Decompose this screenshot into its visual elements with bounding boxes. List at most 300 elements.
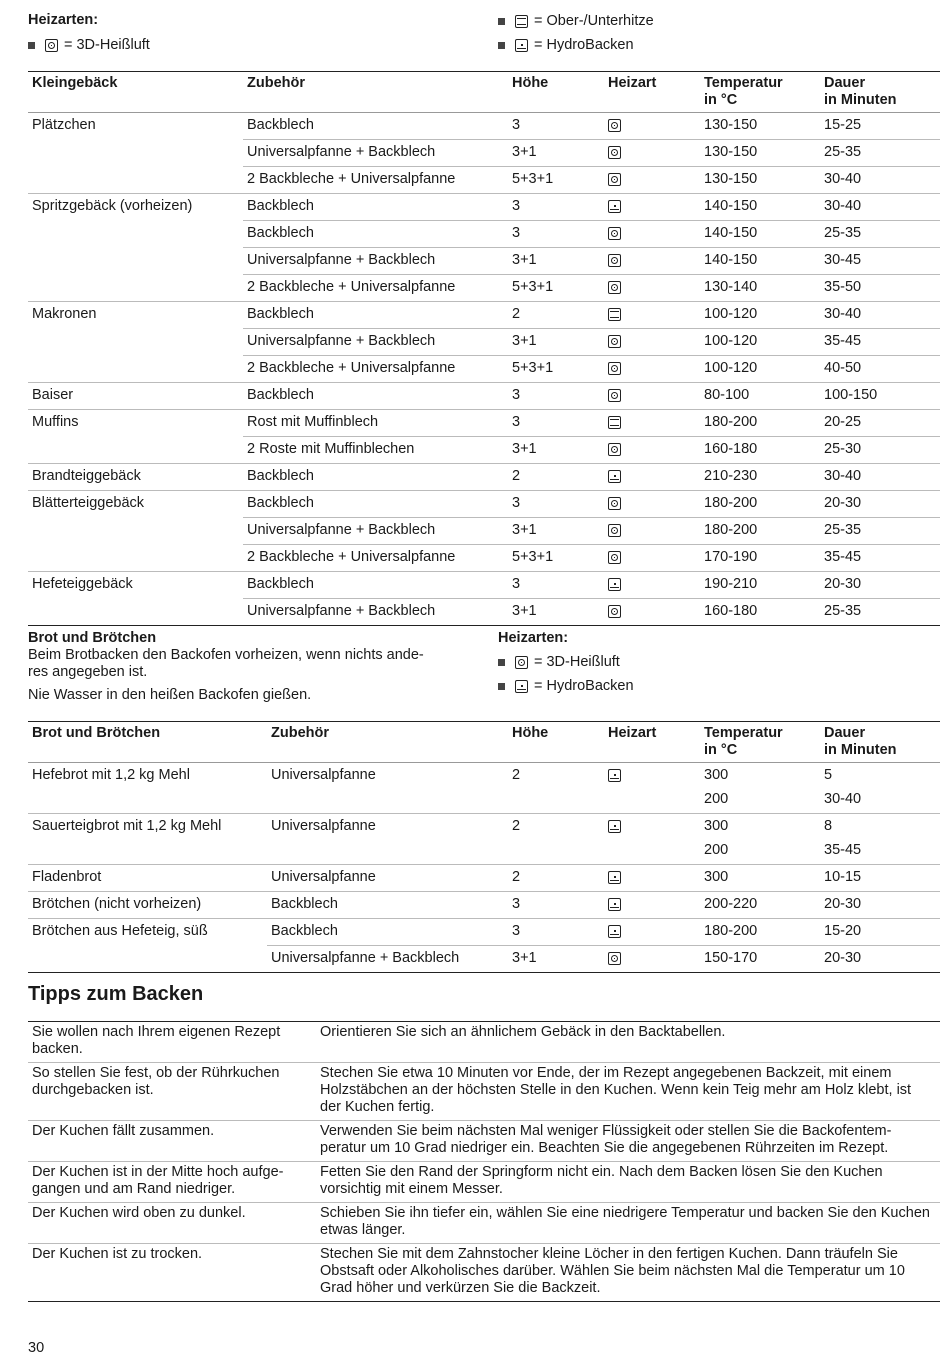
- temperature-cell: [700, 194, 820, 221]
- duration-cell: [820, 356, 940, 383]
- duration-value: 35-45: [824, 549, 862, 565]
- zubehoer-cell: Universalpfanne + Backblech: [243, 599, 508, 626]
- hoehe-cell: 5+3+1: [508, 545, 604, 572]
- temperature-cell: [700, 763, 820, 814]
- group-name-cell: Blätterteiggebäck: [28, 491, 243, 518]
- group-name-cell: Spritzgebäck (vorheizen): [28, 194, 243, 221]
- zubehoer-cell: 2 Backbleche + Universalpfanne: [243, 167, 508, 194]
- temperature-value: 100-120: [704, 360, 758, 376]
- temperature-value: 180-200: [704, 923, 758, 939]
- temperature-value: 100-120: [704, 333, 758, 349]
- temperature-value: 300: [704, 818, 729, 834]
- duration-cell: [820, 410, 940, 437]
- temperature-cell: [700, 919, 820, 946]
- group-name-cell: Plätzchen: [32, 117, 96, 133]
- heizart-cell: [604, 383, 700, 410]
- temperature-cell: [700, 545, 820, 572]
- fan-icon: [608, 952, 621, 965]
- tip-row: [28, 1121, 940, 1162]
- hoehe-cell: 2: [508, 302, 604, 329]
- temperature-cell: [700, 464, 820, 491]
- duration-value: 8: [824, 818, 833, 834]
- tip-problem: Der Kuchen ist zu trocken.: [28, 1244, 316, 1302]
- zubehoer-cell: Backblech: [243, 572, 508, 599]
- duration-value: 15-25: [824, 117, 862, 133]
- heizart-cell: [604, 329, 700, 356]
- table-row: [28, 167, 940, 194]
- fan-icon: [45, 39, 58, 52]
- duration-value: 20-30: [824, 896, 862, 912]
- zubehoer-cell: Rost mit Muffinblech: [243, 410, 508, 437]
- duration-cell: [820, 194, 940, 221]
- fan-icon: [608, 497, 621, 510]
- zubehoer-cell: Backblech: [267, 919, 508, 946]
- temperature-cell: [700, 518, 820, 545]
- duration-value: 20-25: [824, 414, 862, 430]
- duration-value: 30-40: [824, 791, 862, 807]
- heizart-cell: [604, 572, 700, 599]
- tip-row: [28, 1162, 940, 1203]
- hydro-icon: [515, 39, 528, 52]
- heizart-cell: [604, 113, 700, 140]
- hydro-icon: [608, 820, 621, 833]
- temperature-value: 190-210: [704, 576, 758, 592]
- heizart-cell: [604, 763, 700, 814]
- tip-problem: So stellen Sie fest, ob der Rührkuchen durchgebacken ist.: [28, 1063, 316, 1121]
- temperature-value: 130-150: [704, 171, 758, 187]
- temperature-cell: [700, 302, 820, 329]
- heizart-cell: [604, 221, 700, 248]
- group-name-cell: [28, 518, 243, 545]
- temperature-cell: [700, 248, 820, 275]
- table-row: [28, 491, 940, 518]
- column-header: Kleingebäck: [32, 75, 118, 91]
- heizart-cell: [604, 410, 700, 437]
- temperature-value: 80-100: [704, 387, 750, 403]
- group-name-cell: Brötchen aus Hefeteig, süß: [28, 919, 267, 946]
- fan-icon: [608, 254, 621, 267]
- duration-cell: [820, 275, 940, 302]
- column-header: Höhe: [512, 725, 549, 741]
- heizart-cell: [604, 248, 700, 275]
- fan-icon: [608, 605, 621, 618]
- fan-icon: [608, 362, 621, 375]
- fan-icon: [515, 656, 528, 669]
- fan-icon: [608, 281, 621, 294]
- duration-cell: [820, 545, 940, 572]
- hydro-icon: [608, 578, 621, 591]
- fan-icon: [608, 524, 621, 537]
- duration-value: 30-40: [824, 171, 862, 187]
- zubehoer-cell: Backblech: [243, 491, 508, 518]
- temperature-cell: [700, 383, 820, 410]
- hoehe-cell: 3: [508, 919, 604, 946]
- duration-cell: [820, 518, 940, 545]
- temperature-cell: [700, 356, 820, 383]
- temperature-value: 180-200: [704, 522, 758, 538]
- temperature-value: 100-120: [704, 306, 758, 322]
- temperature-cell: [700, 221, 820, 248]
- tip-problem: Sie wollen nach Ihrem eigenen Rezept backen.: [28, 1022, 316, 1063]
- zubehoer-cell: Backblech: [243, 221, 508, 248]
- zubehoer-cell: 2 Backbleche + Universalpfanne: [243, 545, 508, 572]
- table-row: [28, 302, 940, 329]
- group-name-cell: [28, 275, 243, 302]
- duration-value: 30-40: [824, 198, 862, 214]
- hydro-icon: [515, 680, 528, 693]
- tip-row: [28, 1203, 940, 1244]
- column-header: Heizart: [608, 725, 657, 741]
- hydro-icon: [608, 470, 621, 483]
- legend-item-ou: = Ober-/Unterhitze: [498, 10, 654, 32]
- fan-icon: [608, 173, 621, 186]
- heizart-cell: [604, 892, 700, 919]
- group-name-cell: [28, 599, 243, 626]
- duration-value: 30-40: [824, 306, 862, 322]
- hoehe-cell: 3: [508, 892, 604, 919]
- temperature-value: 200-220: [704, 896, 758, 912]
- duration-value: 25-35: [824, 603, 862, 619]
- group-name-cell: Sauerteigbrot mit 1,2 kg Mehl: [28, 814, 267, 865]
- temperature-value: 200: [704, 842, 729, 858]
- column-header: Heizart: [608, 75, 657, 91]
- heizart-cell: [604, 302, 700, 329]
- tip-solution: Orientieren Sie sich an ähnlichem Gebäck in den Backtabellen.: [316, 1022, 940, 1063]
- tip-problem: Der Kuchen ist in der Mitte hoch aufge-gangen und am Rand niedriger.: [28, 1162, 316, 1203]
- hoehe-cell: 2: [508, 865, 604, 892]
- duration-value: 35-45: [824, 842, 862, 858]
- group-name-cell: [28, 545, 243, 572]
- temperature-cell: [700, 437, 820, 464]
- heizart-cell: [604, 599, 700, 626]
- bread-legend-title: Heizarten:: [498, 630, 569, 646]
- table-row: [28, 464, 940, 491]
- temperature-cell: [700, 599, 820, 626]
- legend-item-3d: = 3D-Heißluft: [28, 34, 150, 56]
- tip-solution: Stechen Sie etwa 10 Minuten vor Ende, der im Rezept angegebenen Backzeit, mit einem Holzstäbchen an der höchsten Stelle in den Kuchen. Wenn kein Teig mehr am Holz klebt, ist der Kuchen fertig.: [316, 1063, 940, 1121]
- duration-cell: [820, 248, 940, 275]
- table-row: [28, 946, 940, 973]
- temperature-cell: [700, 491, 820, 518]
- hydro-icon: [608, 769, 621, 782]
- zubehoer-cell: Universalpfanne: [267, 865, 508, 892]
- hoehe-cell: 2: [508, 464, 604, 491]
- duration-cell: [820, 437, 940, 464]
- temperature-value: 140-150: [704, 198, 758, 214]
- hoehe-cell: 3+1: [508, 248, 604, 275]
- heizart-cell: [604, 437, 700, 464]
- group-name-cell: [28, 356, 243, 383]
- hoehe-cell: 5+3+1: [508, 275, 604, 302]
- group-name-cell: Fladenbrot: [28, 865, 267, 892]
- table-row: [28, 572, 940, 599]
- hoehe-cell: 3: [508, 383, 604, 410]
- hoehe-cell: 3+1: [508, 518, 604, 545]
- temperature-cell: [700, 167, 820, 194]
- tip-solution: Schieben Sie ihn tiefer ein, wählen Sie eine niedrigere Temperatur und backen Sie den Kuchen etwas länger.: [316, 1203, 940, 1244]
- temperature-cell: [700, 572, 820, 599]
- tips-heading: Tipps zum Backen: [28, 983, 204, 1005]
- group-name-cell: [28, 437, 243, 464]
- hoehe-cell: 3+1: [508, 946, 604, 973]
- heizart-cell: [604, 140, 700, 167]
- zubehoer-cell: Universalpfanne: [271, 767, 376, 783]
- fan-icon: [608, 227, 621, 240]
- legend-item-hydro: = HydroBacken: [498, 34, 634, 56]
- duration-cell: [820, 491, 940, 518]
- heizart-cell: [604, 545, 700, 572]
- hydro-icon: [608, 200, 621, 213]
- tip-solution: Stechen Sie mit dem Zahnstocher kleine Löcher in den fertigen Kuchen. Dann träufeln Sie Obstsaft oder Alkoholisches darüber. Wählen Sie beim nächsten Mal die Temperatur um 10 Grad höher und verkürzen Sie die Backzeit.: [316, 1244, 940, 1302]
- hoehe-cell: 3: [508, 572, 604, 599]
- heizart-cell: [604, 518, 700, 545]
- temperature-value: 300: [704, 767, 729, 783]
- temperature-cell: [700, 892, 820, 919]
- duration-cell: [820, 464, 940, 491]
- tip-row: [28, 1244, 940, 1302]
- table-row: [28, 140, 940, 167]
- column-header: Dauer in Minuten: [824, 725, 897, 758]
- tip-problem: Der Kuchen fällt zusammen.: [28, 1121, 316, 1162]
- tip-row: [28, 1022, 940, 1063]
- tips-table: [28, 1021, 940, 1302]
- bread-legend-hydro: = HydroBacken: [498, 675, 634, 697]
- temperature-cell: [700, 275, 820, 302]
- hoehe-cell: 3: [508, 410, 604, 437]
- temperature-value: 140-150: [704, 252, 758, 268]
- duration-value: 30-45: [824, 252, 862, 268]
- table-row: [28, 113, 940, 140]
- duration-cell: [820, 763, 940, 814]
- fan-icon: [608, 551, 621, 564]
- temperature-value: 130-150: [704, 144, 758, 160]
- fan-icon: [608, 119, 621, 132]
- tip-row: [28, 1063, 940, 1121]
- zubehoer-cell: Backblech: [243, 383, 508, 410]
- hoehe-cell: 3: [508, 194, 604, 221]
- table-row: [28, 194, 940, 221]
- temperature-value: 140-150: [704, 225, 758, 241]
- hoehe-cell: 3: [512, 117, 521, 133]
- duration-value: 100-150: [824, 387, 878, 403]
- table-row: [28, 545, 940, 572]
- temperature-value: 300: [704, 869, 729, 885]
- temperature-value: 150-170: [704, 950, 758, 966]
- hoehe-cell: 3+1: [508, 329, 604, 356]
- temperature-cell: [700, 946, 820, 973]
- tip-problem: Der Kuchen wird oben zu dunkel.: [28, 1203, 316, 1244]
- column-header: Brot und Brötchen: [32, 725, 161, 741]
- group-name-cell: [28, 329, 243, 356]
- hoehe-cell: 5+3+1: [508, 356, 604, 383]
- duration-cell: [820, 892, 940, 919]
- heizart-cell: [604, 356, 700, 383]
- duration-cell: [820, 113, 940, 140]
- tip-solution: Fetten Sie den Rand der Springform nicht ein. Nach dem Backen lösen Sie den Kuchen vorsichtig mit einem Messer.: [316, 1162, 940, 1203]
- temperature-value: 160-180: [704, 441, 758, 457]
- group-name-cell: Brandteiggebäck: [28, 464, 243, 491]
- duration-value: 5: [824, 767, 833, 783]
- duration-value: 20-30: [824, 495, 862, 511]
- table-row: [28, 518, 940, 545]
- brot-table: [28, 721, 940, 973]
- table-row: [28, 275, 940, 302]
- temperature-value: 130-140: [704, 279, 758, 295]
- group-name-cell: Hefeteiggebäck: [28, 572, 243, 599]
- duration-value: 25-30: [824, 441, 862, 457]
- zubehoer-cell: Backblech: [243, 194, 508, 221]
- table-row: [28, 892, 940, 919]
- hoehe-cell: 3: [508, 221, 604, 248]
- fan-icon: [608, 146, 621, 159]
- group-name-cell: [28, 167, 243, 194]
- tip-solution: Verwenden Sie beim nächsten Mal weniger Flüssigkeit oder stellen Sie die Backofentem-peratur um 10 Grad niedriger ein. Beachten Sie die angegebenen Rührzeiten im Rezept.: [316, 1121, 940, 1162]
- table-row: [28, 221, 940, 248]
- table-row: [28, 599, 940, 626]
- bread-heading: Brot und Brötchen: [28, 630, 157, 646]
- duration-cell: [820, 140, 940, 167]
- hoehe-cell: 3+1: [508, 140, 604, 167]
- duration-cell: [820, 383, 940, 410]
- hydro-icon: [608, 925, 621, 938]
- kleingebaeck-table: [28, 71, 940, 626]
- zubehoer-cell: Universalpfanne + Backblech: [243, 248, 508, 275]
- duration-value: 15-20: [824, 923, 862, 939]
- heizart-cell: [604, 167, 700, 194]
- table-row: [28, 865, 940, 892]
- duration-cell: [820, 167, 940, 194]
- duration-value: 30-40: [824, 468, 862, 484]
- zubehoer-cell: Universalpfanne + Backblech: [243, 140, 508, 167]
- table-row: [28, 763, 940, 814]
- duration-value: 40-50: [824, 360, 862, 376]
- temperature-value: 180-200: [704, 414, 758, 430]
- temperature-value: 160-180: [704, 603, 758, 619]
- heizart-cell: [604, 275, 700, 302]
- zubehoer-cell: Backblech: [243, 302, 508, 329]
- temperature-cell: [700, 814, 820, 865]
- zubehoer-cell: Backblech: [243, 464, 508, 491]
- heizart-cell: [604, 865, 700, 892]
- zubehoer-cell: Universalpfanne: [267, 814, 508, 865]
- group-name-cell: [28, 221, 243, 248]
- hoehe-cell: 2: [508, 814, 604, 865]
- duration-cell: [820, 221, 940, 248]
- duration-cell: [820, 814, 940, 865]
- temperature-value: 170-190: [704, 549, 758, 565]
- table-row: [28, 248, 940, 275]
- top-bottom-heat-icon: [515, 15, 528, 28]
- column-header: Dauer in Minuten: [824, 75, 897, 108]
- duration-value: 35-50: [824, 279, 862, 295]
- table-row: [28, 919, 940, 946]
- group-name-cell: Hefebrot mit 1,2 kg Mehl: [32, 767, 190, 783]
- duration-cell: [820, 865, 940, 892]
- table-row: [28, 814, 940, 865]
- zubehoer-cell: 2 Roste mit Muffinblechen: [243, 437, 508, 464]
- group-name-cell: [28, 248, 243, 275]
- temperature-cell: [700, 865, 820, 892]
- duration-value: 20-30: [824, 576, 862, 592]
- zubehoer-cell: Universalpfanne + Backblech: [243, 329, 508, 356]
- hoehe-cell: 3+1: [508, 599, 604, 626]
- table-row: [28, 383, 940, 410]
- page-number: 30: [28, 1340, 45, 1356]
- fan-icon: [608, 443, 621, 456]
- duration-cell: [820, 599, 940, 626]
- heizart-cell: [604, 814, 700, 865]
- bread-text: Beim Brotbacken den Backofen vorheizen, wenn nichts ande- res angegeben ist. Nie Wasser in den heißen Backofen gießen.: [28, 647, 424, 703]
- temperature-value: 180-200: [704, 495, 758, 511]
- zubehoer-cell: Universalpfanne + Backblech: [267, 946, 508, 973]
- hoehe-cell: 2: [512, 767, 521, 783]
- column-header: Temperatur in °C: [704, 725, 783, 758]
- top-bottom-heat-icon: [608, 308, 621, 321]
- group-name-cell: Makronen: [28, 302, 243, 329]
- duration-cell: [820, 919, 940, 946]
- duration-cell: [820, 572, 940, 599]
- group-name-cell: [28, 140, 243, 167]
- column-header: Zubehör: [271, 725, 329, 741]
- heizart-cell: [604, 919, 700, 946]
- duration-cell: [820, 946, 940, 973]
- heizart-cell: [604, 194, 700, 221]
- zubehoer-cell: 2 Backbleche + Universalpfanne: [243, 275, 508, 302]
- duration-value: 25-35: [824, 144, 862, 160]
- zubehoer-cell: 2 Backbleche + Universalpfanne: [243, 356, 508, 383]
- group-name-cell: Baiser: [28, 383, 243, 410]
- top-bottom-heat-icon: [608, 416, 621, 429]
- zubehoer-cell: Backblech: [247, 117, 314, 133]
- bread-legend-3d: = 3D-Heißluft: [498, 651, 620, 673]
- temperature-cell: [700, 140, 820, 167]
- fan-icon: [608, 389, 621, 402]
- temperature-value: 130-150: [704, 117, 758, 133]
- heizart-cell: [604, 946, 700, 973]
- zubehoer-cell: Universalpfanne + Backblech: [243, 518, 508, 545]
- legend-title: Heizarten:: [28, 12, 99, 28]
- table-row: [28, 329, 940, 356]
- table-row: [28, 410, 940, 437]
- group-name-cell: [28, 946, 267, 973]
- hydro-icon: [608, 871, 621, 884]
- duration-value: 10-15: [824, 869, 862, 885]
- column-header: Zubehör: [247, 75, 305, 91]
- duration-value: 20-30: [824, 950, 862, 966]
- temperature-cell: [700, 329, 820, 356]
- column-header: Temperatur in °C: [704, 75, 783, 108]
- table-row: [28, 356, 940, 383]
- hoehe-cell: 5+3+1: [508, 167, 604, 194]
- column-header: Höhe: [512, 75, 549, 91]
- heizart-cell: [604, 464, 700, 491]
- temperature-value: 200: [704, 791, 729, 807]
- duration-value: 25-35: [824, 522, 862, 538]
- temperature-cell: [700, 113, 820, 140]
- table-row: [28, 437, 940, 464]
- duration-value: 25-35: [824, 225, 862, 241]
- fan-icon: [608, 335, 621, 348]
- duration-cell: [820, 329, 940, 356]
- hoehe-cell: 3: [508, 491, 604, 518]
- group-name-cell: Muffins: [28, 410, 243, 437]
- heizart-cell: [604, 491, 700, 518]
- group-name-cell: Brötchen (nicht vorheizen): [28, 892, 267, 919]
- hoehe-cell: 3+1: [508, 437, 604, 464]
- temperature-cell: [700, 410, 820, 437]
- duration-value: 35-45: [824, 333, 862, 349]
- zubehoer-cell: Backblech: [267, 892, 508, 919]
